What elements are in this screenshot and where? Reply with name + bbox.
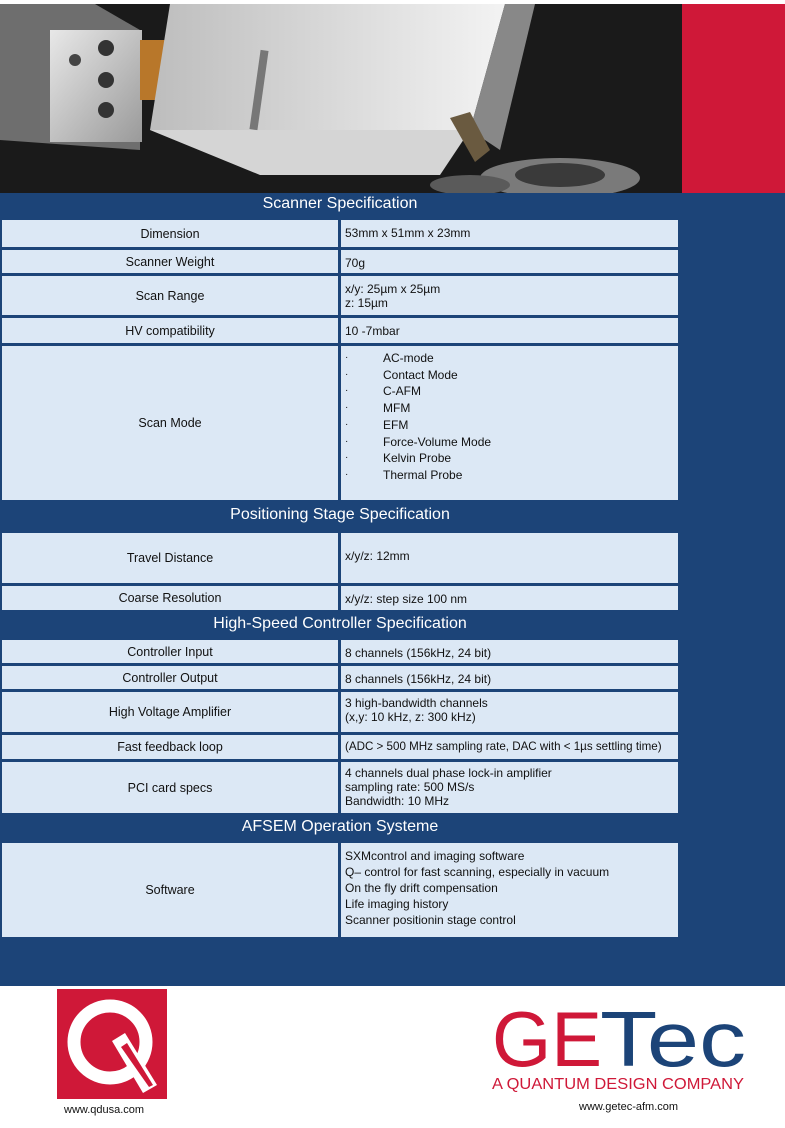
row-label: High Voltage Amplifier xyxy=(2,692,338,732)
svg-text:A QUANTUM DESIGN COMPANY: A QUANTUM DESIGN COMPANY xyxy=(492,1076,745,1093)
qdusa-url[interactable]: www.qdusa.com xyxy=(64,1104,145,1116)
getec-logo xyxy=(490,996,748,1096)
red-accent-bar xyxy=(682,4,785,195)
row-label: Dimension xyxy=(2,220,338,247)
list-item: · AC-mode xyxy=(345,351,434,365)
list-item: · EFM xyxy=(345,417,409,432)
table-row xyxy=(2,843,678,937)
row-value: 53mm x 51mm x 23mm xyxy=(341,220,678,247)
row-label: PCI card specs xyxy=(2,762,338,813)
afm-scanner-image xyxy=(0,0,682,195)
row-value: 3 high-bandwidth channels (x,y: 10 kHz, z: 300 kHz) xyxy=(341,692,678,732)
svg-text:GE: GE xyxy=(492,996,602,1083)
row-value: SXMcontrol and imaging software Q– control for fast scanning, especially in vacuum On the fly drift compensation Life imaging history Scanner positionin stage control xyxy=(341,843,678,937)
quantum-design-q-logo xyxy=(57,989,167,1099)
row-label: Scan Mode xyxy=(2,346,338,500)
row-label: Coarse Resolution xyxy=(2,586,338,610)
table-row xyxy=(2,276,678,315)
row-label: HV compatibility xyxy=(2,318,338,343)
row-value: x/y/z: 12mm xyxy=(341,533,678,583)
row-value: 8 channels (156kHz, 24 bit) xyxy=(341,640,678,663)
getec-url[interactable]: www.getec-afm.com xyxy=(579,1101,679,1113)
list-item: · Thermal Probe xyxy=(345,467,463,482)
row-label: Controller Output xyxy=(2,666,338,689)
q-logo-icon xyxy=(57,989,167,1099)
list-item: · Force-Volume Mode xyxy=(345,434,492,449)
row-value: (ADC > 500 MHz sampling rate, DAC with < 1µs settling time) xyxy=(341,735,678,759)
row-label: Travel Distance xyxy=(2,533,338,583)
spec-panel xyxy=(0,193,785,986)
table-row xyxy=(2,586,678,610)
row-label: Scanner Weight xyxy=(2,250,338,273)
list-item: · Contact Mode xyxy=(345,367,458,382)
row-value-list xyxy=(341,346,678,500)
table-row xyxy=(2,666,678,689)
section-header-scanner: Scanner Specification xyxy=(262,195,418,212)
section-header-controller: High-Speed Controller Specification xyxy=(213,615,467,632)
table-row xyxy=(2,220,678,247)
getec-logo-icon xyxy=(490,996,748,1096)
table-row xyxy=(2,692,678,732)
table-row xyxy=(2,640,678,663)
row-label: Controller Input xyxy=(2,640,338,663)
section-header-positioning: Positioning Stage Specification xyxy=(230,506,450,523)
row-value: 70g xyxy=(341,250,678,273)
hero-photo xyxy=(0,0,785,195)
row-label: Software xyxy=(2,843,338,937)
section-header-operation-system: AFSEM Operation Systeme xyxy=(241,818,439,835)
table-row xyxy=(2,346,678,500)
row-value: 8 channels (156kHz, 24 bit) xyxy=(341,666,678,689)
table-row xyxy=(2,735,678,759)
svg-text:Tec: Tec xyxy=(600,996,746,1083)
row-label: Fast feedback loop xyxy=(2,735,338,759)
list-item: · Kelvin Probe xyxy=(345,451,452,466)
list-item: · MFM xyxy=(345,401,411,416)
row-value: 4 channels dual phase lock-in amplifier sampling rate: 500 MS/s Bandwidth: 10 MHz xyxy=(341,762,678,813)
row-value: x/y: 25µm x 25µm z: 15µm xyxy=(341,276,678,315)
table-row xyxy=(2,533,678,583)
table-row xyxy=(2,762,678,813)
spec-table xyxy=(2,193,678,937)
row-value: x/y/z: step size 100 nm xyxy=(341,586,678,610)
row-value: 10 -7mbar xyxy=(341,318,678,343)
list-item: · C-AFM xyxy=(345,384,421,399)
row-label: Scan Range xyxy=(2,276,338,315)
table-row xyxy=(2,318,678,343)
table-row xyxy=(2,250,678,273)
